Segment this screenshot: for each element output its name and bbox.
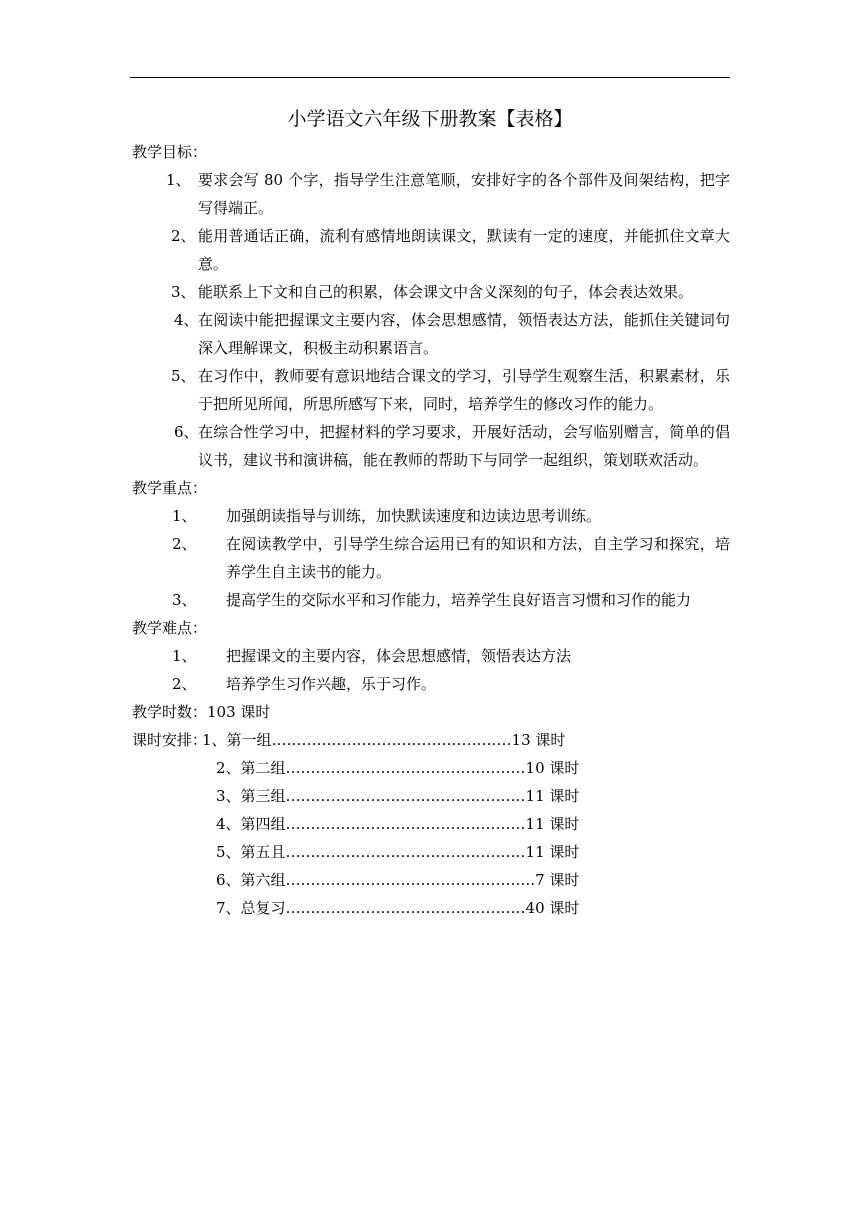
schedule-row [130,754,730,782]
objective-text: 要求会写 80 个字，指导学生注意笔顺，安排好字的各个部件及间架结构，把字写得端正。 [198,171,730,217]
schedule-entry: 7、总复习…………………………………………40 课时 [216,899,580,917]
objective-item [130,222,730,278]
teaching-hours: 教学时数：103 课时 [132,703,271,721]
objective-number: 1、 [166,171,191,189]
objective-item [130,306,730,362]
difficulty-item [130,670,730,698]
objectives-heading: 教学目标： [132,143,208,161]
schedule-entry: 4、第四组…………………………………………11 课时 [216,815,580,833]
objective-text: 在综合性学习中，把握材料的学习要求，开展好活动，会写临别赠言，简单的倡议书，建议书和演讲稿，能在教师的帮助下与同学一起组织，策划联欢活动。 [198,423,730,469]
key-points-heading: 教学重点： [132,479,208,497]
schedule-entry: 1、第一组…………………………………………13 课时 [202,731,566,749]
objective-text: 能联系上下文和自己的积累，体会课文中含义深刻的句子，体会表达效果。 [198,283,694,301]
difficulty-text: 把握课文的主要内容，体会思想感情，领悟表达方法 [226,647,572,665]
key-point-number: 3、 [172,591,197,609]
difficulty-text: 培养学生习作兴趣，乐于习作。 [226,675,437,693]
difficulty-item [130,642,730,670]
schedule-row [130,866,730,894]
difficulty-number: 1、 [172,647,197,665]
schedule-entry: 5、第五且…………………………………………11 课时 [216,843,580,861]
document-body [130,102,730,922]
key-point-text: 提高学生的交际水平和习作能力，培养学生良好语言习惯和习作的能力 [226,591,692,609]
objective-text: 在阅读中能把握课文主要内容，体会思想感情，领悟表达方法，能抓住关键词句深入理解课文，积极主动积累语言。 [198,311,730,357]
schedule-entry: 3、第三组…………………………………………11 课时 [216,787,580,805]
schedule-row [130,782,730,810]
objective-text: 能用普通话正确，流利有感情地朗读课文，默读有一定的速度，并能抓住文章大意。 [198,227,730,273]
schedule-row [130,894,730,922]
key-point-item [130,586,730,614]
schedule-heading: 课时安排： [132,731,208,749]
objective-number: 6、 [174,423,199,441]
key-point-text: 加强朗读指导与训练，加快默读速度和边读边思考训练。 [226,507,602,525]
schedule-row [130,838,730,866]
difficulties-heading: 教学难点： [132,619,208,637]
objective-item [130,362,730,418]
objective-item [130,278,730,306]
objective-number: 4、 [174,311,199,329]
schedule-entry: 6、第六组…………………………………………..7 课时 [216,871,580,889]
key-point-text: 在阅读教学中，引导学生综合运用已有的知识和方法，自主学习和探究，培养学生自主读书的能力。 [226,535,730,581]
document-title: 小学语文六年级下册教案【表格】 [287,108,573,130]
difficulty-number: 2、 [172,675,197,693]
objective-number: 3、 [171,283,196,301]
objective-item [130,166,730,222]
key-point-item [130,530,730,586]
schedule-row [130,810,730,838]
objective-number: 5、 [171,367,196,385]
objective-text: 在习作中，教师要有意识地结合课文的学习，引导学生观察生活，积累素材，乐于把所见所闻，所思所感写下来，同时，培养学生的修改习作的能力。 [198,367,730,413]
key-point-number: 1、 [172,507,197,525]
schedule-row [130,726,730,754]
objective-item [130,418,730,474]
header-rule [130,77,730,78]
key-point-number: 2、 [172,535,197,553]
objective-number: 2、 [171,227,196,245]
schedule-entry: 2、第二组…………………………………………10 课时 [216,759,580,777]
key-point-item [130,502,730,530]
